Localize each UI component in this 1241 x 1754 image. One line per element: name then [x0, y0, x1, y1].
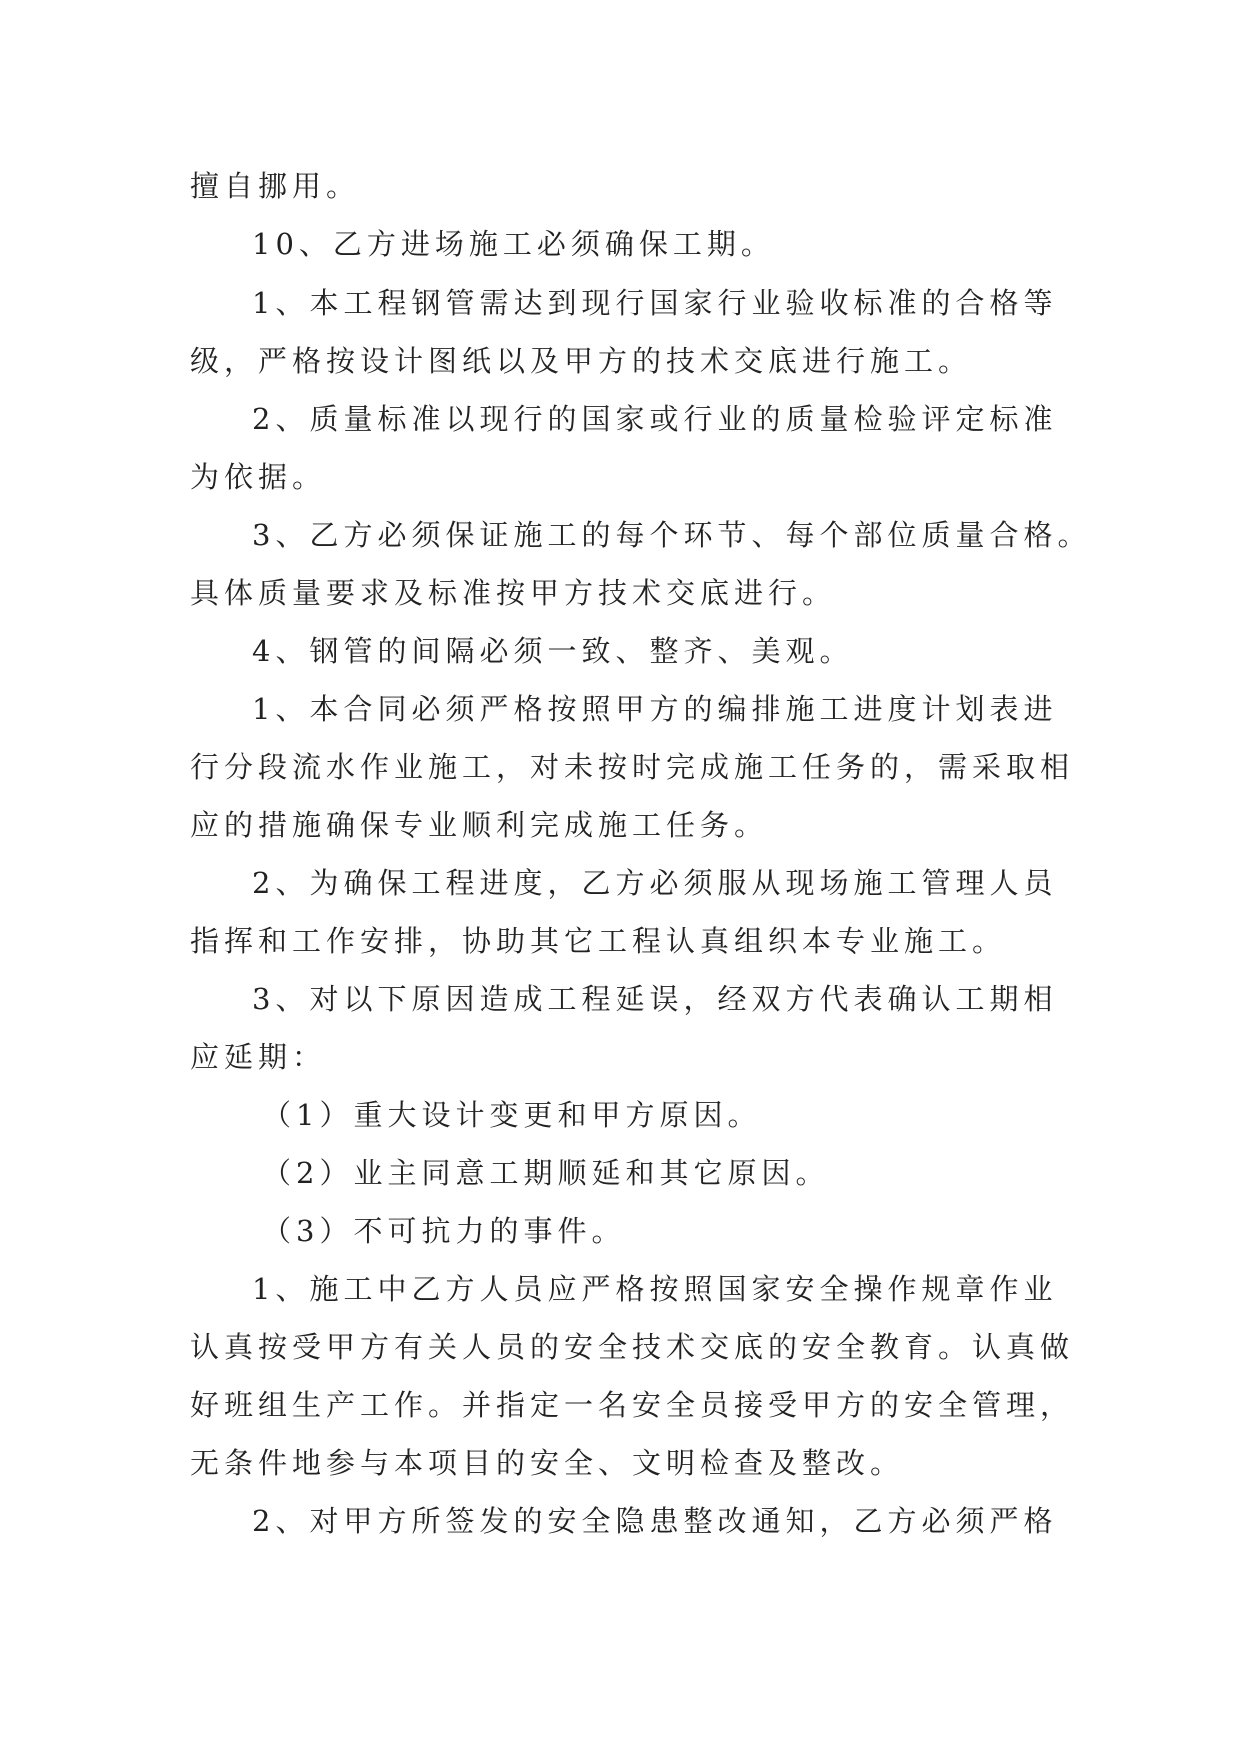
text-line: （3）不可抗力的事件。: [262, 1214, 626, 1248]
text-line: （2）业主同意工期顺延和其它原因。: [262, 1156, 830, 1190]
text-line: （1）重大设计变更和甲方原因。: [262, 1098, 762, 1132]
text-line: 好班组生产工作。并指定一名安全员接受甲方的安全管理，: [190, 1388, 1075, 1422]
text-line: 指挥和工作安排，协助其它工程认真组织本专业施工。: [190, 924, 1007, 958]
text-line: 2、为确保工程进度，乙方必须服从现场施工管理人员: [252, 866, 1058, 900]
text-line: 具体质量要求及标准按甲方技术交底进行。: [190, 576, 837, 610]
text-line: 10、乙方进场施工必须确保工期。: [252, 227, 775, 261]
text-line: 3、对以下原因造成工程延误，经双方代表确认工期相: [252, 982, 1058, 1016]
text-line: 行分段流水作业施工，对未按时完成施工任务的，需采取相: [190, 750, 1075, 784]
text-line: 为依据。: [190, 460, 327, 494]
text-line: 级，严格按设计图纸以及甲方的技术交底进行施工。: [190, 344, 973, 378]
text-line: 无条件地参与本项目的安全、文明检查及整改。: [190, 1446, 905, 1480]
text-line: 1、本工程钢管需达到现行国家行业验收标准的合格等: [252, 286, 1058, 320]
text-line: 3、乙方必须保证施工的每个环节、每个部位质量合格。: [252, 518, 1092, 552]
text-line: 4、钢管的间隔必须一致、整齐、美观。: [252, 634, 854, 668]
text-line: 应的措施确保专业顺利完成施工任务。: [190, 808, 769, 842]
text-line: 应延期：: [190, 1040, 327, 1074]
text-line: 2、对甲方所签发的安全隐患整改通知，乙方必须严格: [252, 1504, 1058, 1538]
text-line: 2、质量标准以现行的国家或行业的质量检验评定标准: [252, 402, 1058, 436]
text-line: 1、本合同必须严格按照甲方的编排施工进度计划表进: [252, 692, 1058, 726]
text-line: 擅自挪用。: [190, 169, 361, 203]
text-line: 认真按受甲方有关人员的安全技术交底的安全教育。认真做: [190, 1330, 1075, 1364]
text-line: 1、施工中乙方人员应严格按照国家安全操作规章作业: [252, 1272, 1058, 1306]
